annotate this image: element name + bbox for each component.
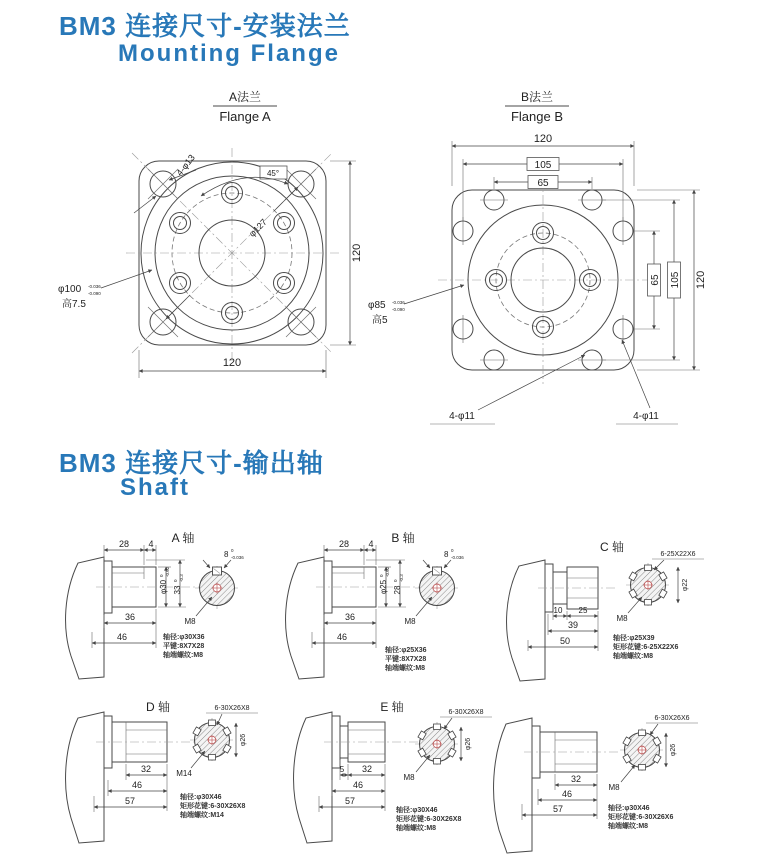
- shaft-b-dia-tol-u: 0: [379, 574, 384, 577]
- shaft-e-title: E 轴: [380, 700, 404, 714]
- shaft-e-note1: 轴径:φ30X46: [396, 807, 438, 814]
- flange-b-height2-dim: 105: [670, 271, 681, 289]
- shaft-d-spline-callout: 6-30X26X8: [214, 705, 250, 712]
- flange-a-bolt-circle-dim: φ127: [246, 216, 269, 239]
- flange-a-angle-label: 45°: [266, 169, 280, 178]
- flange-b-holes2-callout: 4-φ11: [633, 411, 659, 422]
- shaft-d-dim-57: 57: [124, 796, 136, 806]
- flange-b-spigot-tol-upper: -0.036: [392, 300, 405, 305]
- shaft-b-note2: 平键:8X7X28: [385, 656, 427, 663]
- shaft-a-overkey-tol-l: -0.3: [179, 574, 184, 582]
- shaft-c-thread-label: M8: [616, 614, 628, 623]
- shaft-c-dim-39: 39: [567, 620, 579, 630]
- shaft-a-end-view: [200, 567, 235, 606]
- shaft-c-dim-50: 50: [559, 636, 571, 646]
- shaft-b-overkey-dim: 28: [393, 585, 402, 595]
- shaft-a-note2: 平键:8X7X28: [163, 643, 205, 650]
- shaft-c-spline-callout: 6-25X22X6: [660, 551, 696, 558]
- flange-b-height-dim: 120: [695, 270, 707, 290]
- shaft-section-title-en: Shaft: [120, 474, 190, 501]
- shaft-a-dim-4: 4: [148, 539, 154, 549]
- shaft-b-note3: 轴端螺纹:M8: [385, 665, 426, 672]
- shaft-e-dim-57: 57: [344, 796, 356, 806]
- shaft-b-key-tol-u: 0: [451, 548, 454, 553]
- flange-a-label-zh: A法兰: [228, 90, 262, 104]
- shaft-f-end-view: [623, 730, 661, 770]
- shaft-c-end-view: [629, 565, 667, 605]
- flange-a-label-en: Flange A: [219, 109, 271, 124]
- shaft-e-dim-32: 32: [361, 764, 373, 774]
- shaft-a-note1: 轴径:φ30X36: [163, 634, 205, 641]
- shaft-b-dia-dim: φ25: [379, 579, 388, 595]
- shaft-f-dim-32: 32: [570, 774, 582, 784]
- shaft-b-drawing: [286, 530, 465, 679]
- shaft-b-dia-tol-l: -0.02: [385, 566, 390, 577]
- shaft-f-drawing: [494, 715, 698, 853]
- shaft-d-title: D 轴: [145, 700, 171, 714]
- shaft-a-dia-tol-u: 0: [159, 574, 164, 577]
- shaft-e-note3: 轴端螺纹:M8: [396, 825, 437, 832]
- shaft-c-drawing: [507, 539, 704, 681]
- shaft-d-thread-label: M14: [176, 769, 192, 778]
- shaft-c-dim-10: 10: [553, 606, 563, 615]
- shaft-c-note1: 轴径:φ25X39: [613, 635, 655, 642]
- shaft-a-dim-46: 46: [116, 632, 128, 642]
- shaft-e-dim-5: 5: [339, 765, 345, 774]
- shaft-c-title: C 轴: [599, 540, 625, 554]
- flange-b-spigot-dim: φ85: [368, 300, 386, 311]
- shaft-b-overkey-tol-u: 0: [393, 579, 398, 582]
- shaft-b-dim-28: 28: [338, 539, 350, 549]
- shaft-f-dim-46: 46: [561, 789, 573, 799]
- shaft-a-key-tol-l: -0.036: [231, 555, 244, 560]
- shaft-e-spline-callout: 6-30X26X8: [448, 709, 484, 716]
- shaft-c-note3: 轴端螺纹:M8: [613, 653, 654, 660]
- flange-b-holes1-callout: 4-φ11: [449, 411, 475, 422]
- shaft-f-end-dia-dim: φ26: [670, 743, 677, 757]
- shaft-e-end-dia-dim: φ26: [465, 737, 472, 751]
- shaft-f-note2: 矩形花键:6-30X26X6: [608, 814, 674, 821]
- shaft-b-dim-36: 36: [344, 612, 356, 622]
- flange-b-spigot-tol-lower: -0.090: [392, 307, 405, 312]
- shaft-f-note1: 轴径:φ30X46: [608, 805, 650, 812]
- shaft-section-title-zh: BM3 连接尺寸-输出轴: [59, 448, 324, 478]
- flange-b-width3-dim: 65: [537, 178, 549, 189]
- flange-a-holes-callout: 4-φ13: [174, 152, 197, 178]
- shaft-d-note2: 矩形花键:6-30X26X8: [180, 803, 246, 810]
- flange-b-label-en: Flange B: [510, 109, 564, 124]
- shaft-b-key-dim: 8: [444, 550, 449, 559]
- flange-b-label-zh: B法兰: [520, 90, 554, 104]
- shaft-a-overkey-tol-u: 0: [173, 579, 178, 582]
- shaft-e-note2: 矩形花键:6-30X26X8: [396, 816, 462, 823]
- shaft-a-dia-dim: φ30: [159, 579, 168, 595]
- shaft-b-thread-label: M8: [404, 617, 416, 626]
- shaft-b-title: B 轴: [391, 531, 415, 545]
- flange-a-spigot-tol-upper: -0.036: [88, 284, 101, 289]
- shaft-d-drawing: [66, 699, 258, 843]
- flange-a-height-dim: 120: [351, 243, 363, 263]
- shaft-a-title: A 轴: [171, 531, 195, 545]
- shaft-d-note1: 轴径:φ30X46: [180, 794, 222, 801]
- shaft-a-note3: 轴端螺纹:M8: [163, 652, 204, 659]
- flange-a-spigot-dim: φ100: [58, 284, 82, 295]
- shaft-a-key-dim: 8: [224, 550, 229, 559]
- shaft-a-thread-label: M8: [184, 617, 196, 626]
- shaft-f-note3: 轴端螺纹:M8: [608, 823, 649, 830]
- shaft-d-dim-32: 32: [140, 764, 152, 774]
- shaft-a-dim-28: 28: [118, 539, 130, 549]
- flange-a-spigot-tol-lower: -0.090: [88, 291, 101, 296]
- shaft-a-overkey-dim: 33: [173, 585, 182, 595]
- shaft-e-dim-46: 46: [352, 780, 364, 790]
- shaft-b-dim-46: 46: [336, 632, 348, 642]
- shaft-c-end-dia-dim: φ22: [682, 578, 689, 592]
- shaft-e-thread-label: M8: [403, 773, 415, 782]
- shaft-a-dim-36: 36: [124, 612, 136, 622]
- flange-a-drawing: [58, 89, 363, 378]
- flange-b-drawing: [368, 89, 707, 424]
- shaft-f-spline-callout: 6-30X26X6: [654, 715, 690, 722]
- flange-section-title-en: Mounting Flange: [118, 40, 340, 67]
- shaft-f-dim-57: 57: [552, 804, 564, 814]
- shaft-e-end-view: [418, 724, 456, 764]
- flange-b-width-dim: 120: [533, 133, 553, 145]
- shaft-a-drawing: [66, 530, 245, 679]
- shaft-b-overkey-tol-l: -0.3: [399, 574, 404, 582]
- shaft-a-dia-tol-l: -0.02: [165, 566, 170, 577]
- shaft-c-note2: 矩形花键:6-25X22X6: [613, 644, 679, 651]
- flange-a-spigot-height: 高7.5: [62, 299, 86, 310]
- shaft-f-thread-label: M8: [608, 783, 620, 792]
- shaft-d-note3: 轴端螺纹:M14: [180, 812, 224, 819]
- shaft-c-dim-25: 25: [578, 606, 588, 615]
- shaft-d-end-dia-dim: φ26: [240, 733, 247, 747]
- shaft-d-end-view: [193, 720, 231, 760]
- shaft-e-drawing: [294, 699, 492, 843]
- shaft-d-dim-46: 46: [131, 780, 143, 790]
- shaft-b-dim-4: 4: [368, 539, 374, 549]
- flange-b-spigot-height: 高5: [372, 315, 388, 326]
- shaft-b-end-view: [420, 567, 455, 606]
- shaft-b-key-tol-l: -0.036: [451, 555, 464, 560]
- flange-section-title-zh: BM3 连接尺寸-安装法兰: [59, 11, 351, 41]
- shaft-a-key-tol-u: 0: [231, 548, 234, 553]
- flange-b-height3-dim: 65: [650, 274, 661, 286]
- shaft-b-note1: 轴径:φ25X36: [385, 647, 427, 654]
- flange-b-width2-dim: 105: [534, 160, 552, 171]
- flange-a-width-dim: 120: [222, 357, 242, 369]
